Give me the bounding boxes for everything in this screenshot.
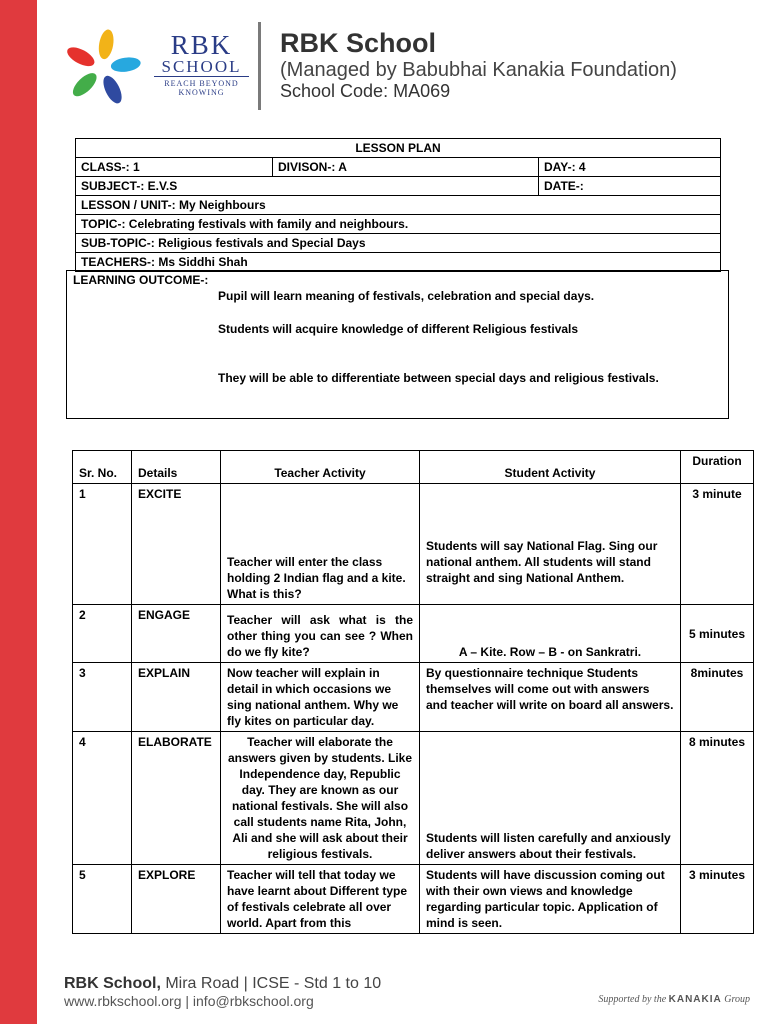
learning-outcome-box <box>66 270 729 419</box>
school-code: School Code: MA069 <box>280 81 451 101</box>
student-activity-cell: Students will listen carefully and anxiously deliver answers about their festivals. <box>420 732 681 865</box>
header-divider <box>258 22 261 110</box>
details-cell: EXCITE <box>132 484 221 605</box>
table-row <box>73 484 754 605</box>
student-activity-cell: Students will say National Flag. Sing our national anthem. All students will stand straight and sing National Anthem. <box>420 484 681 605</box>
supported-by <box>598 994 750 1005</box>
student-activity-cell: By questionnaire technique Students themselves will come out with answers and teacher will write on board all answers. <box>420 663 681 732</box>
activity-header-row <box>73 451 754 484</box>
table-row <box>73 663 754 732</box>
table-row <box>73 605 754 663</box>
supported-prefix: Supported by the <box>598 994 669 1005</box>
student-activity-header: Student Activity <box>420 451 681 484</box>
footer-contact: www.rbkschool.org | info@rbkschool.org <box>64 993 314 1009</box>
sr-cell: 1 <box>73 484 132 605</box>
table-row <box>73 865 754 934</box>
duration-cell: 3 minute <box>681 484 754 605</box>
red-side-strip <box>0 0 37 1024</box>
activity-table <box>72 450 754 934</box>
details-cell: EXPLORE <box>132 865 221 934</box>
duration-cell: 3 minutes <box>681 865 754 934</box>
sr-no-header: Sr. No. <box>73 451 132 484</box>
supported-suffix: Group <box>721 994 750 1005</box>
teachers-cell: TEACHERS-: Ms Siddhi Shah <box>76 253 721 272</box>
duration-header: Duration <box>681 451 754 484</box>
student-activity-cell: A – Kite. Row – B - on Sankratri. <box>420 605 681 663</box>
division-cell: DIVISON-: A <box>273 158 539 177</box>
details-cell: ELABORATE <box>132 732 221 865</box>
sr-cell: 4 <box>73 732 132 865</box>
day-cell: DAY-: 4 <box>539 158 721 177</box>
outcome-item: Students will acquire knowledge of different Religious festivals <box>218 322 579 336</box>
footer-location: Mira Road | ICSE - Std 1 to 10 <box>160 975 382 992</box>
duration-cell: 8minutes <box>681 663 754 732</box>
supported-brand: KANAKIA <box>668 994 722 1005</box>
lesson-unit-cell: LESSON / UNIT-: My Neighbours <box>76 196 721 215</box>
logo-rbk-text: RBK <box>170 30 233 60</box>
details-cell: EXPLAIN <box>132 663 221 732</box>
lesson-info-table <box>75 138 721 272</box>
student-activity-cell: Students will have discussion coming out with their own views and knowledge regarding particular topic. Application of mind is seen. <box>420 865 681 934</box>
teacher-activity-cell: Teacher will enter the class holding 2 Indian flag and a kite. What is this? <box>221 484 420 605</box>
logo-school-text: SCHOOL <box>154 58 249 77</box>
logo-tagline-2: KNOWING <box>178 88 225 97</box>
table-row <box>73 732 754 865</box>
teacher-activity-header: Teacher Activity <box>221 451 420 484</box>
footer-school-name: RBK School, <box>64 975 161 992</box>
class-cell: CLASS-: 1 <box>76 158 273 177</box>
footer-school-line <box>64 975 381 993</box>
teacher-activity-cell: Now teacher will explain in detail in which occasions we sing national anthem. Why we fly kites on particular day. <box>221 663 420 732</box>
date-cell: DATE-: <box>539 177 721 196</box>
subtopic-cell: SUB-TOPIC-: Religious festivals and Special Days <box>76 234 721 253</box>
school-logo <box>62 26 262 106</box>
outcome-item: They will be able to differentiate between special days and religious festivals. <box>218 371 659 385</box>
sr-cell: 2 <box>73 605 132 663</box>
teacher-activity-cell: Teacher will elaborate the answers given by students. Like Independence day, Republic day. They are known as our national festivals. She will also call students name Rita, John, Ali and she will ask about their religious festivals. <box>221 732 420 865</box>
logo-tagline-1: REACH BEYOND <box>164 79 239 88</box>
teacher-activity-cell: Teacher will tell that today we have learnt about Different type of festivals celebrate all over world. Apart from this <box>221 865 420 934</box>
logo-wordmark <box>154 32 249 97</box>
learning-outcome-label: LEARNING OUTCOME-: <box>73 273 209 287</box>
teacher-activity-cell: Teacher will ask what is the other thing you can see ? When do we fly kite? <box>221 605 420 663</box>
outcome-item: Pupil will learn meaning of festivals, celebration and special days. <box>218 289 595 303</box>
rbk-hands-star-logo-icon <box>62 26 142 106</box>
topic-cell: TOPIC-: Celebrating festivals with family and neighbours. <box>76 215 721 234</box>
subject-cell: SUBJECT-: E.V.S <box>76 177 539 196</box>
details-cell: ENGAGE <box>132 605 221 663</box>
lesson-plan-heading: LESSON PLAN <box>76 139 721 158</box>
school-title: RBK School <box>280 28 437 58</box>
duration-cell: 8 minutes <box>681 732 754 865</box>
school-subtitle: (Managed by Babubhai Kanakia Foundation) <box>280 59 677 81</box>
details-header: Details <box>132 451 221 484</box>
sr-cell: 5 <box>73 865 132 934</box>
duration-cell: 5 minutes <box>681 605 754 663</box>
sr-cell: 3 <box>73 663 132 732</box>
